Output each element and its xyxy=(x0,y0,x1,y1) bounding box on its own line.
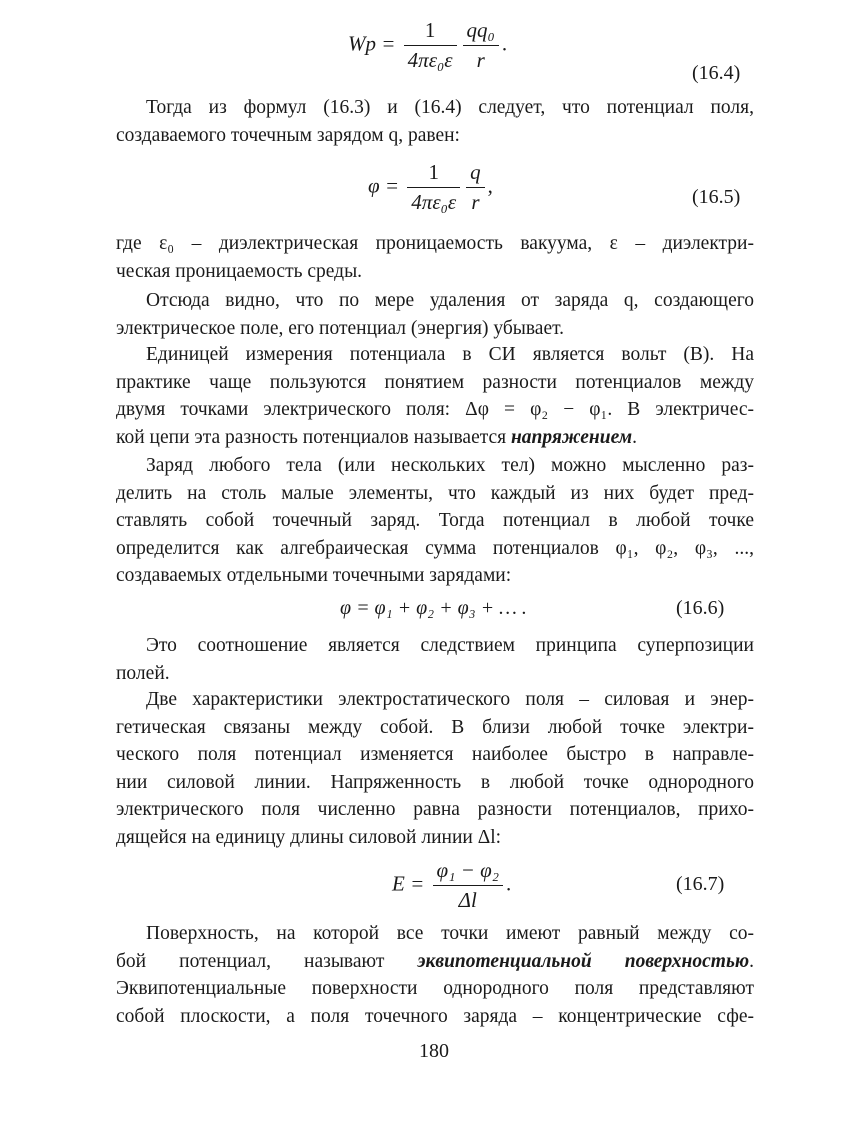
equation-tail: , xyxy=(487,173,493,198)
equation-number: (16.6) xyxy=(676,597,725,619)
text-line: делить на столь малые элементы, что каждый из них будет пред- xyxy=(116,482,754,504)
equation-16-4 xyxy=(348,18,507,73)
text-line: создаваемых отдельными точечными зарядами: xyxy=(116,565,512,587)
paragraph xyxy=(116,920,754,1030)
equation-lhs: φ = xyxy=(368,173,400,198)
fraction xyxy=(407,160,460,215)
equation-tail: . xyxy=(506,871,512,896)
text-line xyxy=(116,424,754,452)
fraction-numerator: 1 xyxy=(404,18,457,46)
paragraph xyxy=(116,94,754,149)
term-equipotential-surface: эквипотенциальной поверхностью xyxy=(417,950,750,972)
fraction-denominator: 4πε₀ε xyxy=(411,190,457,214)
text-line: определится как алгебраическая сумма потенциалов φ₁, φ₂, φ₃, ..., xyxy=(116,537,754,559)
paragraph xyxy=(116,287,754,342)
text-line: практике чаще пользуются понятием разности потенциалов между xyxy=(116,371,754,393)
fraction xyxy=(433,858,504,913)
text-line: создаваемого точечным зарядом q, равен: xyxy=(116,124,460,146)
fraction xyxy=(404,18,457,73)
fraction-denominator: 4πε₀ε xyxy=(407,48,453,72)
text-line: Эквипотенциальные поверхности однородного поля представляют xyxy=(116,978,754,1000)
fraction xyxy=(463,18,499,73)
text-line: Поверхность, на которой все точки имеют равный между со- xyxy=(146,923,754,944)
fraction xyxy=(466,160,485,215)
text-line: где ε₀ – диэлектрическая проницаемость вакуума, ε – диэлектри- xyxy=(116,233,754,254)
term-voltage: напряжением xyxy=(510,426,633,448)
text-run: . xyxy=(632,426,637,448)
text-line: Заряд любого тела (или нескольких тел) можно мысленно раз- xyxy=(146,455,754,476)
text-line: Тогда из формул (16.3) и (16.4) следует, что потенциал поля, xyxy=(146,97,754,118)
equation-16-7 xyxy=(392,858,511,913)
fraction-denominator: r xyxy=(476,48,485,72)
text-run: кой цепи эта разность потенциалов называется xyxy=(116,426,511,448)
text-line: Единицей измерения потенциала в СИ является вольт (В). На xyxy=(146,344,754,365)
fraction-denominator: r xyxy=(471,190,480,214)
text-line xyxy=(116,948,754,976)
text-line: собой плоскости, а поля точечного заряда – концентрические сфе- xyxy=(116,1005,754,1027)
text-line: Две характеристики электростатического поля – силовая и энер- xyxy=(146,689,754,710)
equation-number: (16.7) xyxy=(676,873,725,895)
fraction-numerator: qq₀ xyxy=(463,18,499,46)
fraction-numerator: 1 xyxy=(407,160,460,188)
equation-16-5 xyxy=(368,160,493,215)
equation-tail: . xyxy=(501,31,508,56)
equation-lhs: Wp = xyxy=(348,31,396,56)
text-line: двумя точками электрического поля: Δφ = φ₂ − φ₁. В электричес- xyxy=(116,399,754,421)
paragraph xyxy=(116,686,754,852)
text-line: Это соотношение является следствием принципа суперпозиции xyxy=(146,635,754,656)
text-run: бой потенциал, называют xyxy=(116,950,418,972)
text-line: ставлять собой точечный заряд. Тогда потенциал в любой точке xyxy=(116,510,754,532)
text-line: дящейся на единицу длины силовой линии Δl: xyxy=(116,826,502,848)
paragraph xyxy=(116,230,754,285)
equation-16-6: φ = φ₁ + φ₂ + φ₃ + … . xyxy=(340,597,527,619)
text-line: гетическая связаны между собой. В близи любой точке электри- xyxy=(116,716,754,738)
paragraph xyxy=(116,341,754,451)
text-run: . xyxy=(749,950,754,972)
text-line: ческого поля потенциал изменяется наиболее быстро в направле- xyxy=(116,744,754,766)
text-line: электрическое поле, его потенциал (энергия) убывает. xyxy=(116,317,565,339)
fraction-denominator: Δl xyxy=(458,888,477,912)
equation-number: (16.4) xyxy=(692,62,741,84)
text-line: ческая проницаемость среды. xyxy=(116,260,363,282)
page-number: 180 xyxy=(419,1040,449,1062)
text-line: полей. xyxy=(116,662,170,684)
equation-number: (16.5) xyxy=(692,186,741,208)
paragraph xyxy=(116,632,754,687)
text-line: электрического поля численно равна разности потенциалов, прихо- xyxy=(116,799,754,821)
text-line: нии силовой линии. Напряженность в любой точке однородного xyxy=(116,771,754,793)
fraction-numerator: φ₁ − φ₂ xyxy=(433,858,504,886)
paragraph xyxy=(116,452,754,590)
equation-lhs: E = xyxy=(392,871,425,896)
fraction-numerator: q xyxy=(466,160,485,188)
text-line: Отсюда видно, что по мере удаления от заряда q, создающего xyxy=(146,290,754,311)
